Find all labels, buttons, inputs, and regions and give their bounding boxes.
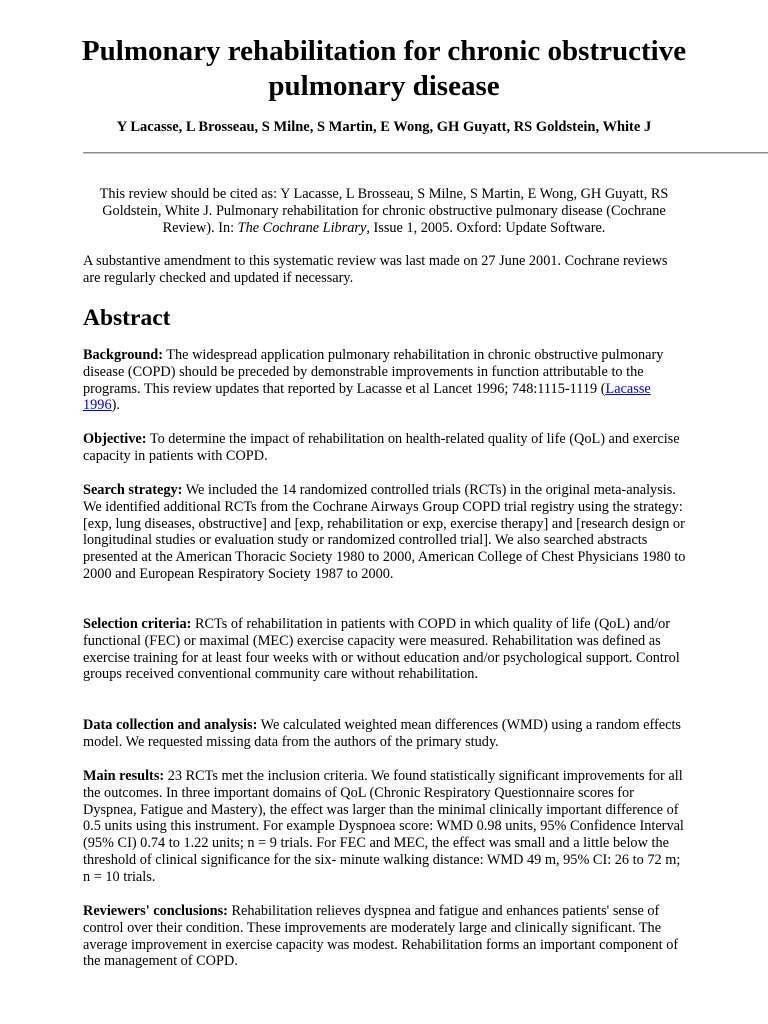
main-results-paragraph	[83, 768, 687, 886]
selection-criteria-text: RCTs of rehabilitation in patients with COPD in which quality of life (QoL) and/or functional (FEC) or maximal (MEC) exercise capacity were measured. Rehabilitation was defined as exercise training for at least four weeks with or without education and/or psychological support. Control groups received conventional community care without rehabilitation.	[83, 616, 680, 683]
search-strategy-paragraph	[83, 482, 687, 583]
amendment-note: A substantive amendment to this systematic review was last made on 27 June 2001. Cochrane reviews are regularly checked and updated if necessary.	[83, 253, 668, 286]
data-collection-text: We calculated weighted mean differences (WMD) using a random effects model. We requested missing data from the authors of the primary study.	[83, 717, 681, 750]
background-text: The widespread application pulmonary rehabilitation in chronic obstructive pulmonary disease (COPD) should be preceded by demonstrable improvements in function attributable to the programs. This review updates that reported by Lacasse et al Lancet 1996; 748:1115-1119 (	[83, 347, 664, 397]
objective-text: To determine the impact of rehabilitation on health-related quality of life (QoL) and exercise capacity in patients with COPD.	[83, 431, 680, 464]
data-collection-paragraph	[83, 717, 687, 751]
author-list: Y Lacasse, L Brosseau, S Milne, S Martin, E Wong, GH Guyatt, RS Goldstein, White J	[116, 119, 652, 135]
selection-criteria-label: Selection criteria:	[83, 616, 192, 632]
main-results-text: 23 RCTs met the inclusion criteria. We found statistically significant improvements for all the outcomes. In three important domains of QoL (Chronic Respiratory Questionnaire scores for Dyspnea, Fatigue and Mastery), the effect was larger than the minimal clinically important difference of 0.5 units using this instrument. For example Dyspnoea score: WMD 0.98 units, 95% Confidence Interval (95% CI) 0.74 to 1.22 units; n = 9 trials. For FEC and MEC, the effect was small and a little below the threshold of clinical significance for the six- minute walking distance: WMD 49 m, 95% CI: 26 to 72 m; n = 10 trials.	[83, 768, 684, 885]
citation-suffix: , Issue 1, 2005. Oxford: Update Software.	[366, 220, 606, 236]
citation-source: The Cochrane Library	[237, 220, 367, 236]
page-title	[0, 34, 768, 104]
objective-label: Objective:	[83, 431, 147, 447]
title-line-2: pulmonary disease	[268, 70, 500, 102]
conclusions-text: Rehabilitation relieves dyspnea and fatigue and enhances patients' sense of control over their condition. These improvements are moderately large and clinically significant. The average improvement in exercise capacity was modest. Rehabilitation forms an important component of the management of COPD.	[83, 903, 679, 970]
selection-criteria-paragraph	[83, 616, 687, 683]
search-strategy-text: We included the 14 randomized controlled trials (RCTs) in the original meta-analysis. We identified additional RCTs from the Cochrane Airways Group COPD trial registry using the strategy: [exp, lung diseases, obstructive] and [exp, rehabilitation or exp, exercise therapy] and [research design or longitudinal studies or evaluation study or randomized controlled trial]. We also searched abstracts presented at the American Thoracic Society 1980 to 2000, American College of Chest Physicians 1980 to 2000 and European Respiratory Society 1987 to 2000.	[83, 482, 686, 582]
search-strategy-label: Search strategy:	[83, 482, 183, 498]
objective-paragraph	[83, 431, 687, 465]
horizontal-divider	[83, 152, 768, 154]
title-line-1: Pulmonary rehabilitation for chronic obstructive	[81, 35, 687, 67]
lacasse-1996-link[interactable]: Lacasse 1996	[83, 380, 651, 414]
conclusions-paragraph	[83, 903, 687, 970]
background-paragraph	[83, 347, 687, 414]
citation-note	[83, 186, 685, 237]
conclusions-label: Reviewers' conclusions:	[83, 903, 228, 919]
abstract-heading: Abstract	[83, 305, 171, 331]
background-end: ).	[111, 397, 120, 414]
main-results-label: Main results:	[83, 768, 165, 784]
citation-prefix: This review should be cited as: Y Lacasse, L Brosseau, S Milne, S Martin, E Wong, GH Guyatt, RS Goldstein, White J. Pulmonary rehabilitation for chronic obstructive pulmonary disease (Cochrane Review). In:	[99, 186, 669, 236]
data-collection-label: Data collection and analysis:	[83, 717, 258, 733]
background-label: Background:	[83, 347, 163, 363]
